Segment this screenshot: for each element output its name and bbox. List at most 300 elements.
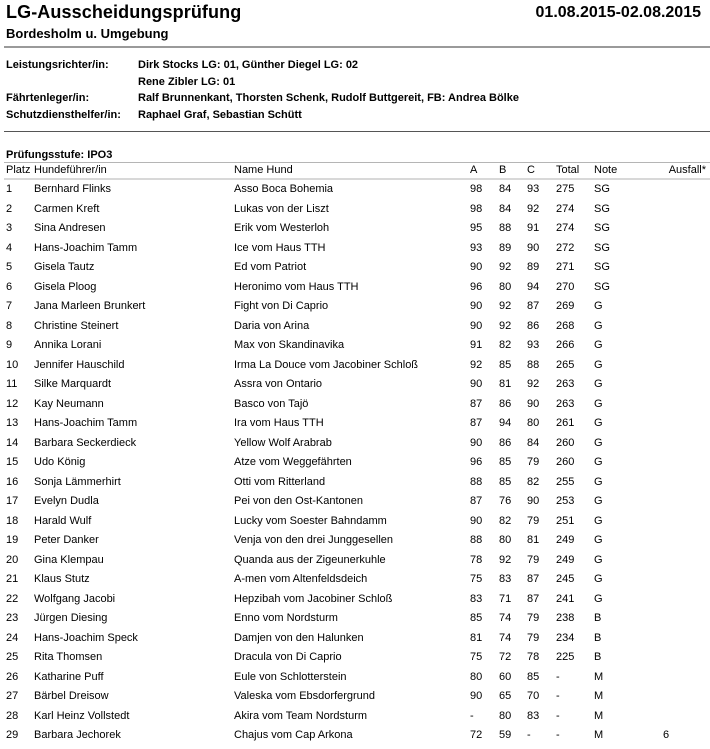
table-row	[4, 531, 710, 551]
cell-ausfall	[637, 629, 710, 649]
cell-total: 271	[556, 261, 575, 273]
cell-ausfall	[637, 668, 710, 688]
cell-dog: Chajus vom Cap Arkona	[234, 729, 353, 741]
cell-dog: Asso Boca Bohemia	[234, 183, 334, 195]
cell-dog: Assra von Ontario	[234, 378, 323, 390]
cell-score-a: 98	[470, 202, 483, 215]
cell-total: 238	[556, 612, 575, 624]
cell-total: -	[556, 690, 560, 702]
cell-platz: 23	[6, 612, 19, 624]
cell-total: 272	[556, 241, 575, 254]
cell-platz: 28	[6, 709, 19, 722]
cell-total: 234	[556, 631, 575, 644]
cell-platz: 14	[6, 436, 19, 449]
cell-platz: 1	[6, 183, 13, 195]
cell-score-a: 90	[470, 436, 483, 449]
cell-platz: 10	[6, 358, 19, 371]
cell-note: SG	[594, 241, 610, 254]
cell-score-b: 72	[499, 651, 512, 663]
cell-score-b: 71	[499, 592, 512, 605]
cell-dog: Dracula von Di Caprio	[234, 651, 342, 663]
table-row	[4, 239, 710, 259]
table-row	[4, 317, 710, 337]
cell-dog: Venja von den drei Junggesellen	[234, 534, 394, 546]
table-row	[4, 179, 710, 200]
officials-value: Rene Zibler LG: 01	[138, 75, 236, 88]
cell-handler: Jana Marleen Brunkert	[34, 300, 146, 312]
cell-dog: Max von Skandinavika	[234, 339, 345, 351]
cell-score-c: 87	[527, 300, 540, 312]
cell-total: 241	[556, 592, 575, 605]
cell-dog: Lucky vom Soester Bahndamm	[234, 514, 387, 527]
cell-platz: 17	[6, 495, 19, 507]
cell-score-b: 84	[499, 183, 512, 195]
cell-handler: Gisela Tautz	[34, 261, 95, 273]
cell-score-a: 87	[470, 417, 483, 429]
cell-handler: Gina Klempau	[34, 553, 104, 566]
cell-score-a: 90	[470, 261, 483, 273]
cell-total: 245	[556, 573, 575, 585]
cell-note: M	[594, 729, 604, 741]
table-row	[4, 726, 710, 746]
cell-total: 269	[556, 300, 575, 312]
cell-score-c: 85	[527, 670, 540, 683]
cell-platz: 7	[6, 300, 13, 312]
cell-note: G	[594, 339, 603, 351]
table-row	[4, 629, 710, 649]
cell-note: B	[594, 651, 602, 663]
cell-platz: 18	[6, 514, 19, 527]
cell-handler: Karl Heinz Vollstedt	[34, 709, 130, 722]
cell-handler: Gisela Ploog	[34, 280, 97, 293]
officials-label: Fährtenleger/in:	[6, 92, 90, 104]
cell-note: G	[594, 514, 603, 527]
table-row	[4, 336, 710, 356]
cell-note: SG	[594, 202, 610, 215]
cell-score-c: 79	[527, 631, 540, 644]
cell-handler: Christine Steinert	[34, 319, 119, 332]
cell-score-b: 84	[499, 202, 512, 215]
cell-ausfall	[637, 278, 710, 298]
cell-dog: Heronimo vom Haus TTH	[234, 280, 359, 293]
cell-platz: 5	[6, 261, 13, 273]
column-header-handler: Hundeführer/in	[32, 163, 232, 179]
cell-platz: 9	[6, 339, 13, 351]
column-header-note: Note	[592, 163, 637, 179]
cell-platz: 27	[6, 690, 19, 702]
cell-score-a: 90	[470, 300, 483, 312]
cell-dog: Atze vom Weggefährten	[234, 456, 352, 468]
cell-dog: Enno vom Nordsturm	[234, 612, 338, 624]
cell-ausfall	[637, 258, 710, 278]
cell-score-b: 85	[499, 475, 512, 488]
cell-platz: 22	[6, 592, 19, 605]
cell-handler: Barbara Jechorek	[34, 729, 121, 741]
cell-score-b: 65	[499, 690, 512, 702]
officials-value: Ralf Brunnenkant, Thorsten Schenk, Rudolf Buttgereit, FB: Andrea Bölke	[138, 92, 519, 104]
cell-note: SG	[594, 222, 610, 234]
cell-platz: 8	[6, 319, 13, 332]
cell-total: 251	[556, 514, 575, 527]
table-row	[4, 200, 710, 220]
cell-handler: Hans-Joachim Tamm	[34, 241, 138, 254]
cell-note: B	[594, 631, 602, 644]
cell-score-b: 80	[499, 709, 512, 722]
table-row	[4, 648, 710, 668]
cell-platz: 21	[6, 573, 19, 585]
table-row	[4, 258, 710, 278]
table-row	[4, 668, 710, 688]
cell-score-c: 79	[527, 456, 540, 468]
cell-total: -	[556, 709, 560, 722]
cell-handler: Evelyn Dudla	[34, 495, 99, 507]
cell-platz: 19	[6, 534, 19, 546]
cell-handler: Udo König	[34, 456, 86, 468]
column-header-b: B	[497, 163, 525, 179]
cell-platz: 25	[6, 651, 19, 663]
cell-platz: 16	[6, 475, 19, 488]
officials-row-judges	[6, 57, 706, 74]
cell-ausfall	[637, 317, 710, 337]
cell-score-b: 92	[499, 553, 512, 566]
cell-note: G	[594, 534, 603, 546]
cell-score-b: 85	[499, 456, 512, 468]
officials-value: Raphael Graf, Sebastian Schütt	[138, 108, 302, 121]
cell-ausfall	[637, 356, 710, 376]
cell-total: 260	[556, 436, 575, 449]
officials-label: Schutzdiensthelfer/in:	[6, 108, 121, 121]
cell-total: 260	[556, 456, 575, 468]
cell-score-c: 79	[527, 612, 540, 624]
cell-score-c: 70	[527, 690, 540, 702]
cell-note: G	[594, 573, 603, 585]
cell-score-a: 87	[470, 495, 483, 507]
cell-dog: Otti vom Ritterland	[234, 475, 326, 488]
cell-note: M	[594, 709, 604, 722]
cell-ausfall	[637, 512, 710, 532]
column-header-a: A	[468, 163, 497, 179]
cell-score-a: 96	[470, 280, 483, 293]
cell-note: G	[594, 592, 603, 605]
page-subtitle: Bordesholm u. Umgebung	[6, 26, 169, 41]
cell-handler: Klaus Stutz	[34, 573, 90, 585]
cell-score-c: 90	[527, 495, 540, 507]
cell-note: G	[594, 456, 603, 468]
cell-score-c: 82	[527, 475, 540, 488]
cell-ausfall	[637, 492, 710, 512]
cell-score-c: 93	[527, 339, 540, 351]
officials-row-judges-cont	[6, 74, 706, 91]
cell-note: G	[594, 397, 603, 410]
cell-dog: Ice vom Haus TTH	[234, 241, 326, 254]
cell-note: G	[594, 436, 603, 449]
cell-handler: Barbara Seckerdieck	[34, 436, 137, 449]
cell-score-c: 79	[527, 514, 540, 527]
cell-note: B	[594, 612, 602, 624]
cell-score-b: 80	[499, 534, 512, 546]
cell-score-c: 93	[527, 183, 540, 195]
cell-score-b: 92	[499, 300, 512, 312]
cell-platz: 2	[6, 202, 13, 215]
cell-ausfall	[637, 453, 710, 473]
cell-score-b: 86	[499, 436, 512, 449]
cell-ausfall	[637, 375, 710, 395]
cell-total: 266	[556, 339, 575, 351]
cell-dog: Akira vom Team Nordsturm	[234, 709, 368, 722]
results-body	[4, 179, 710, 746]
cell-score-b: 76	[499, 495, 512, 507]
cell-total: 274	[556, 222, 575, 234]
cell-score-b: 92	[499, 261, 512, 273]
cell-score-b: 94	[499, 417, 512, 429]
cell-platz: 15	[6, 456, 19, 468]
cell-score-b: 59	[499, 729, 512, 741]
cell-platz: 3	[6, 222, 13, 234]
column-header-c: C	[525, 163, 554, 179]
cell-handler: Wolfgang Jacobi	[34, 592, 116, 605]
cell-ausfall	[637, 239, 710, 259]
column-header-dog: Name Hund	[232, 163, 468, 179]
cell-handler: Katharine Puff	[34, 670, 104, 683]
table-row	[4, 707, 710, 727]
table-row	[4, 297, 710, 317]
cell-dog: Basco von Tajö	[234, 397, 309, 410]
cell-note: G	[594, 417, 603, 429]
cell-score-b: 60	[499, 670, 512, 683]
table-row	[4, 375, 710, 395]
cell-dog: Irma La Douce vom Jacobiner Schloß	[234, 358, 419, 371]
cell-total: 249	[556, 553, 575, 566]
cell-total: -	[556, 670, 560, 683]
cell-ausfall	[637, 531, 710, 551]
cell-score-a: 90	[470, 319, 483, 332]
cell-handler: Sonja Lämmerhirt	[34, 475, 121, 488]
cell-platz: 6	[6, 280, 13, 293]
officials-value: Dirk Stocks LG: 01, Günther Diegel LG: 02	[138, 59, 359, 71]
column-header-total: Total	[554, 163, 592, 179]
cell-score-c: 87	[527, 573, 540, 585]
cell-ausfall	[637, 434, 710, 454]
cell-handler: Kay Neumann	[34, 397, 104, 410]
exam-level-heading: Prüfungsstufe: IPO3	[6, 149, 113, 161]
cell-ausfall	[637, 219, 710, 239]
cell-platz: 26	[6, 670, 19, 683]
cell-ausfall	[637, 551, 710, 571]
cell-total: 268	[556, 319, 575, 332]
cell-score-c: 78	[527, 651, 540, 663]
cell-score-b: 86	[499, 397, 512, 410]
cell-score-c: 86	[527, 319, 540, 332]
cell-note: G	[594, 378, 603, 390]
table-row	[4, 453, 710, 473]
cell-score-b: 81	[499, 378, 512, 390]
table-row	[4, 590, 710, 610]
cell-score-b: 74	[499, 631, 512, 644]
cell-score-b: 82	[499, 514, 512, 527]
results-table	[4, 163, 710, 746]
cell-score-b: 80	[499, 280, 512, 293]
cell-total: 275	[556, 183, 575, 195]
cell-ausfall	[637, 570, 710, 590]
cell-handler: Hans-Joachim Tamm	[34, 417, 138, 429]
cell-score-a: 93	[470, 241, 483, 254]
cell-note: G	[594, 475, 603, 488]
officials-label: Leistungsrichter/in:	[6, 59, 109, 71]
cell-ausfall	[637, 336, 710, 356]
cell-handler: Jennifer Hauschild	[34, 358, 125, 371]
cell-ausfall	[637, 200, 710, 220]
cell-ausfall: 6	[663, 729, 670, 741]
cell-platz: 11	[6, 378, 18, 390]
table-row	[4, 356, 710, 376]
cell-score-a: 96	[470, 456, 483, 468]
cell-ausfall	[637, 395, 710, 415]
cell-score-a: 91	[470, 339, 483, 351]
cell-score-c: 80	[527, 417, 540, 429]
cell-score-c: 91	[527, 222, 540, 234]
cell-total: 270	[556, 280, 575, 293]
cell-total: 265	[556, 358, 575, 371]
cell-ausfall	[637, 609, 710, 629]
cell-note: G	[594, 553, 603, 566]
cell-ausfall	[637, 297, 710, 317]
header-divider	[4, 46, 710, 48]
cell-score-c: 83	[527, 709, 540, 722]
cell-dog: Eule von Schlotterstein	[234, 670, 347, 683]
cell-handler: Sina Andresen	[34, 222, 106, 234]
cell-score-a: 87	[470, 397, 483, 410]
cell-platz: 13	[6, 417, 19, 429]
cell-score-b: 88	[499, 222, 512, 234]
officials-row-tracklayers	[6, 90, 706, 107]
cell-ausfall	[637, 179, 710, 200]
cell-score-c: 84	[527, 436, 540, 449]
cell-score-c: 94	[527, 280, 540, 293]
cell-score-c: 90	[527, 241, 540, 254]
cell-note: G	[594, 319, 603, 332]
table-row	[4, 395, 710, 415]
cell-handler: Harald Wulf	[34, 514, 92, 527]
cell-note: G	[594, 358, 603, 371]
cell-ausfall	[637, 687, 710, 707]
cell-total: 255	[556, 475, 575, 488]
officials-section	[6, 57, 706, 123]
cell-total: 253	[556, 495, 575, 507]
cell-score-c: 89	[527, 261, 540, 273]
cell-score-b: 83	[499, 573, 512, 585]
cell-handler: Hans-Joachim Speck	[34, 631, 138, 644]
cell-dog: Quanda aus der Zigeunerkuhle	[234, 553, 386, 566]
cell-score-b: 74	[499, 612, 512, 624]
cell-total: 274	[556, 202, 575, 215]
cell-score-a: 98	[470, 183, 483, 195]
cell-note: M	[594, 670, 604, 683]
cell-note: G	[594, 300, 603, 312]
cell-dog: Ed vom Patriot	[234, 261, 307, 273]
cell-note: SG	[594, 261, 610, 273]
cell-score-a: -	[470, 709, 474, 722]
cell-dog: Daria von Arina	[234, 319, 310, 332]
cell-score-b: 82	[499, 339, 512, 351]
cell-score-a: 88	[470, 475, 483, 488]
cell-score-c: 92	[527, 202, 540, 215]
cell-handler: Silke Marquardt	[34, 378, 112, 390]
cell-dog: Erik vom Westerloh	[234, 222, 330, 234]
table-header-row	[4, 163, 710, 179]
cell-total: 263	[556, 378, 575, 390]
cell-ausfall	[637, 648, 710, 668]
table-row	[4, 551, 710, 571]
cell-platz: 29	[6, 729, 19, 741]
cell-score-c: 81	[527, 534, 540, 546]
cell-dog: Fight von Di Caprio	[234, 300, 329, 312]
cell-score-a: 90	[470, 690, 483, 702]
cell-total: 249	[556, 534, 575, 546]
cell-dog: A-men vom Altenfeldsdeich	[234, 573, 368, 585]
date-range: 01.08.2015-02.08.2015	[535, 4, 701, 21]
cell-total: 261	[556, 417, 575, 429]
table-row	[4, 473, 710, 493]
cell-score-a: 83	[470, 592, 483, 605]
cell-note: SG	[594, 183, 610, 195]
cell-platz: 12	[6, 397, 19, 410]
cell-total: 225	[556, 651, 575, 663]
cell-score-a: 75	[470, 651, 483, 663]
cell-score-c: -	[527, 729, 531, 741]
table-row	[4, 414, 710, 434]
cell-score-c: 87	[527, 592, 540, 605]
table-row	[4, 609, 710, 629]
cell-ausfall	[637, 473, 710, 493]
cell-handler: Rita Thomsen	[34, 651, 103, 663]
table-row	[4, 512, 710, 532]
cell-score-c: 90	[527, 397, 540, 410]
cell-score-a: 92	[470, 358, 483, 371]
cell-handler: Peter Danker	[34, 534, 99, 546]
cell-platz: 20	[6, 553, 19, 566]
table-row	[4, 219, 710, 239]
cell-score-c: 88	[527, 358, 540, 371]
cell-score-b: 85	[499, 358, 512, 371]
section-divider	[4, 131, 710, 132]
cell-platz: 4	[6, 241, 13, 254]
cell-dog: Ira vom Haus TTH	[234, 417, 324, 429]
cell-dog: Hepzibah vom Jacobiner Schloß	[234, 592, 393, 605]
cell-score-a: 85	[470, 612, 483, 624]
cell-total: -	[556, 729, 560, 741]
cell-ausfall	[637, 590, 710, 610]
cell-note: G	[594, 495, 603, 507]
cell-handler: Carmen Kreft	[34, 202, 100, 215]
cell-score-a: 88	[470, 534, 483, 546]
table-row	[4, 570, 710, 590]
cell-score-a: 95	[470, 222, 483, 234]
cell-total: 263	[556, 397, 575, 410]
cell-note: SG	[594, 280, 610, 293]
cell-score-a: 81	[470, 631, 483, 644]
table-row	[4, 687, 710, 707]
cell-score-c: 79	[527, 553, 540, 566]
cell-score-c: 92	[527, 378, 540, 390]
cell-ausfall	[637, 414, 710, 434]
cell-score-a: 78	[470, 553, 483, 566]
cell-platz: 24	[6, 631, 19, 644]
cell-dog: Pei von den Ost-Kantonen	[234, 495, 364, 507]
cell-handler: Jürgen Diesing	[34, 612, 108, 624]
cell-dog: Lukas von der Liszt	[234, 202, 329, 215]
cell-score-a: 75	[470, 573, 483, 585]
cell-score-a: 90	[470, 514, 483, 527]
